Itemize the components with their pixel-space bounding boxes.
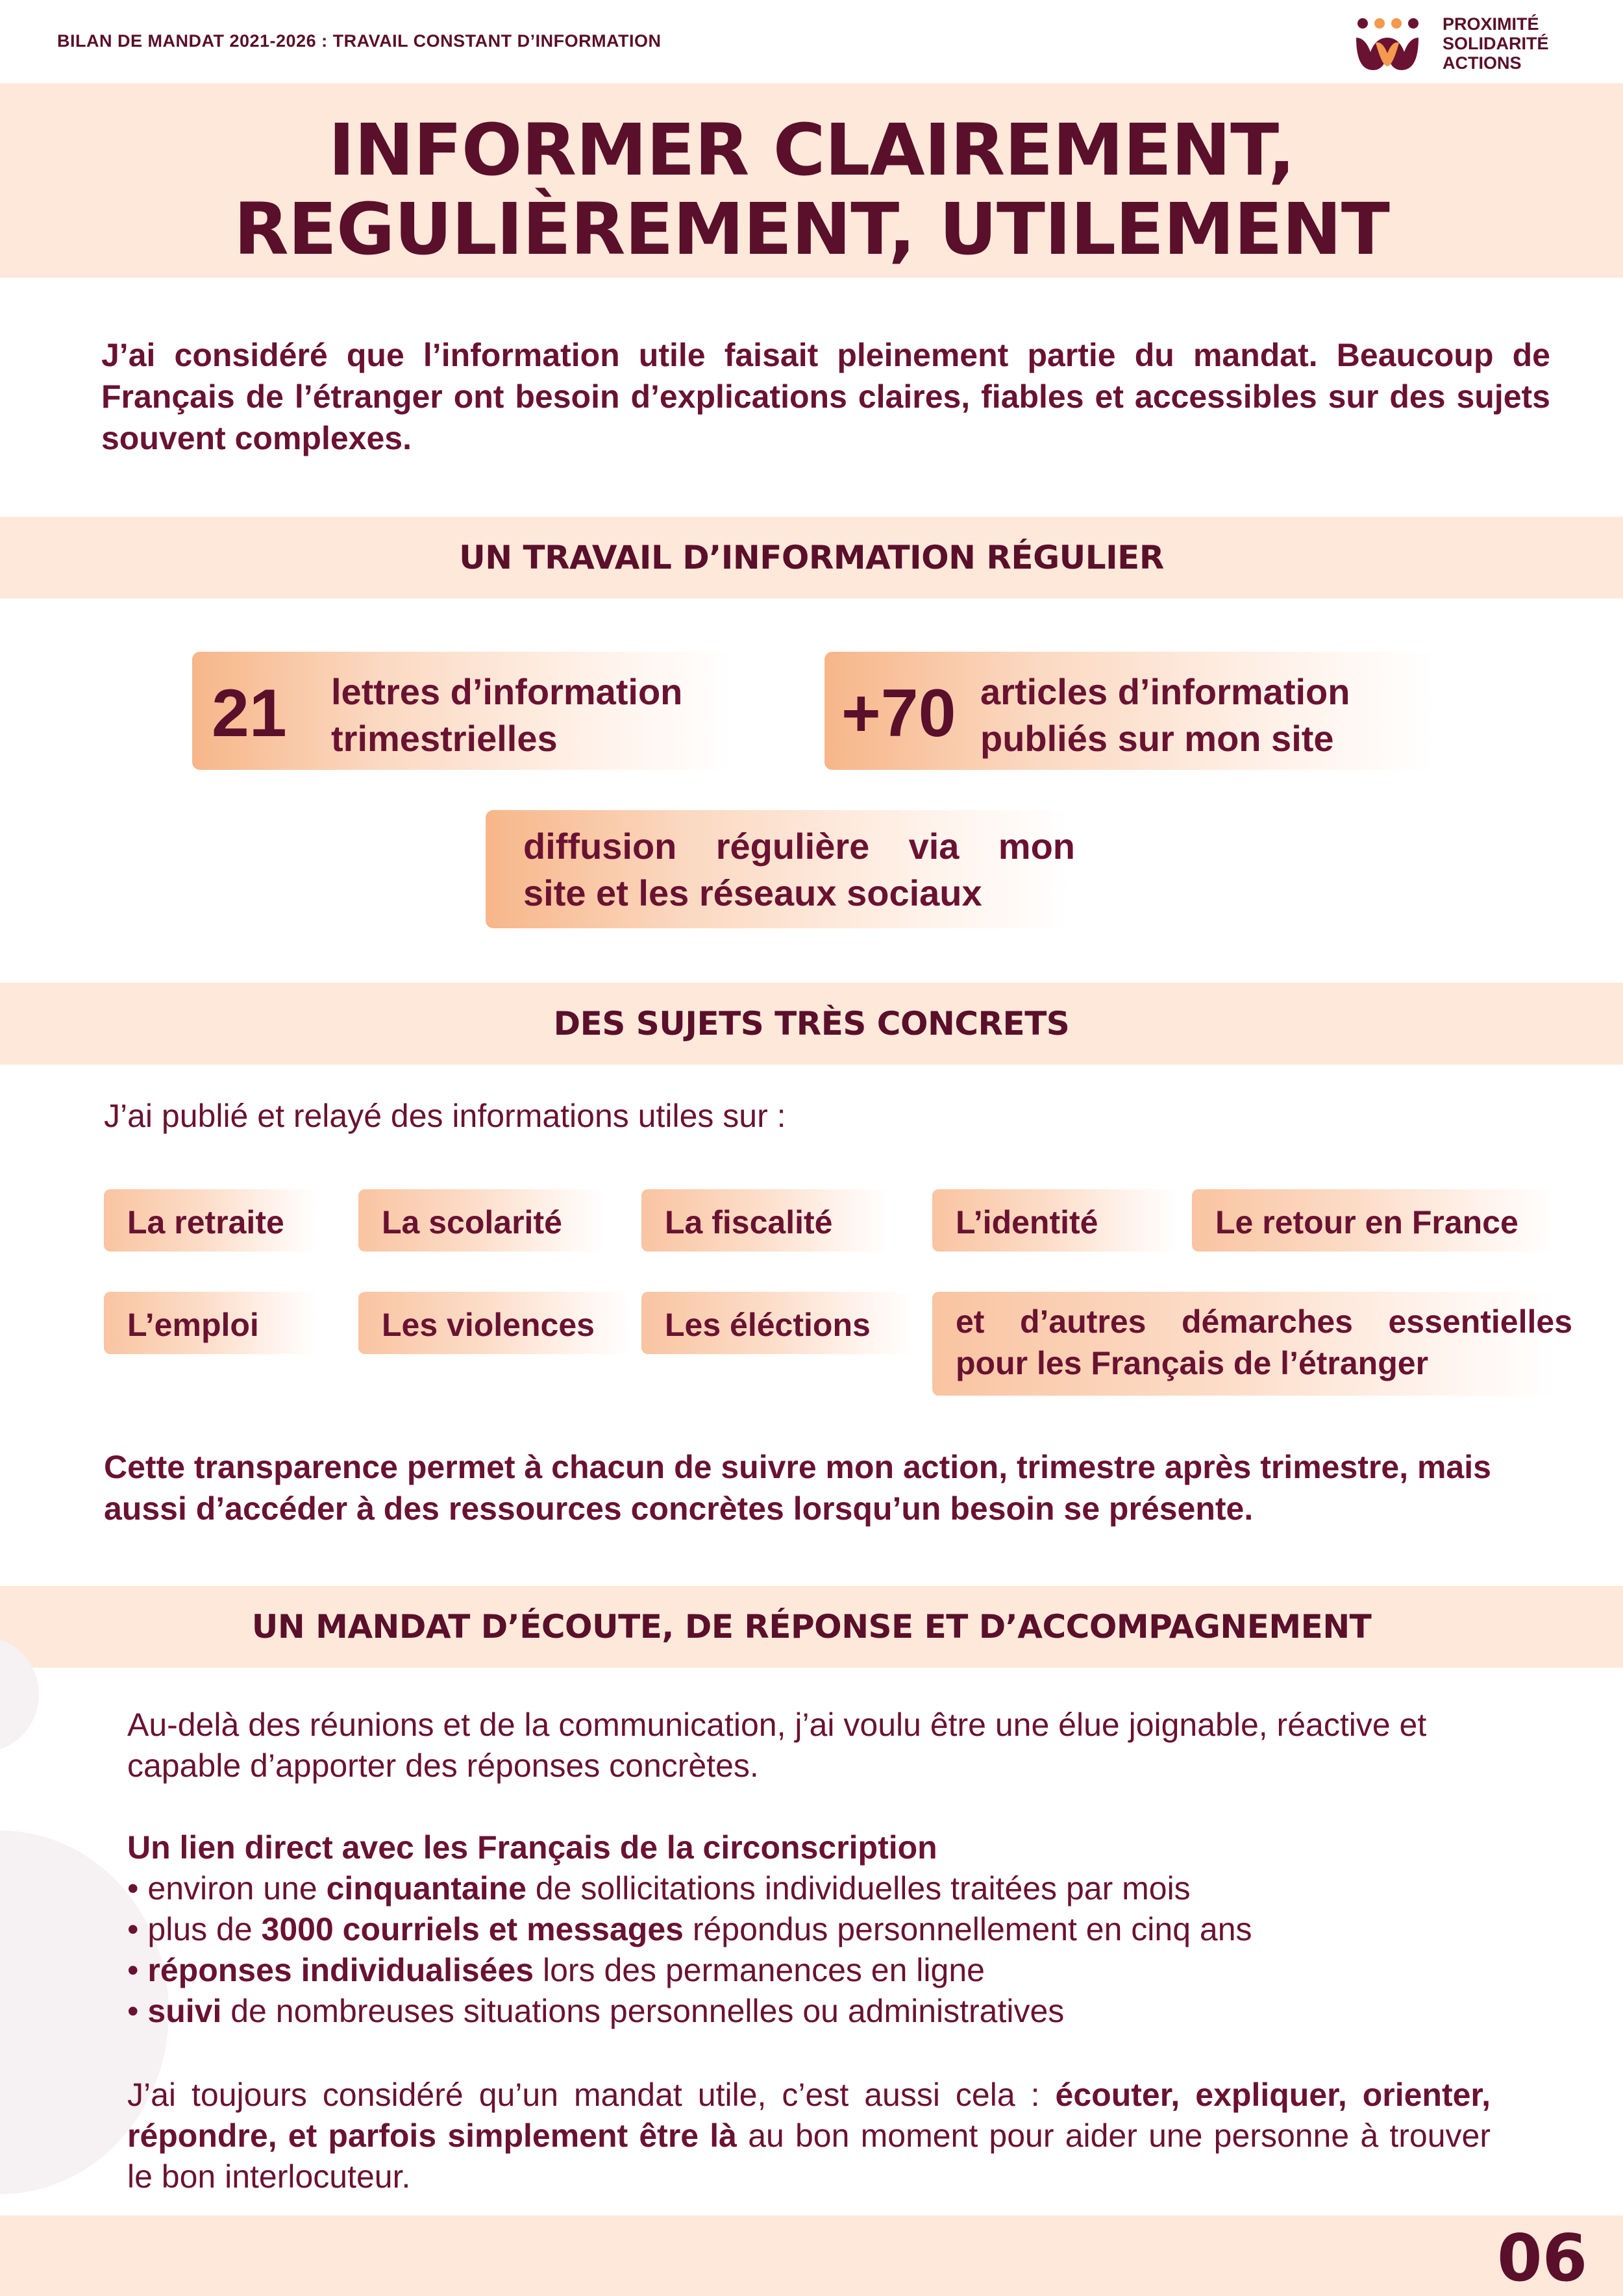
bullet-item: • réponses individualisées lors des permanences en ligne [127, 1952, 985, 1988]
diffusion-line-2: site et les réseaux sociaux [523, 872, 982, 913]
topic-pill-elections [641, 1292, 914, 1354]
closing-paragraph: J’ai toujours considéré qu’un mandat utile, c’est aussi cela : écouter, expliquer, orienter, répondre, et parfois simplement être là au bon moment pour aider une personne à trouver le bon interlocuteur. [127, 2077, 1491, 2195]
topic-pill-scolarite [358, 1189, 605, 1252]
stat-label [331, 669, 682, 762]
stat-label-line-1: lettres d’information [331, 671, 683, 712]
section-title-ecoute: UN MANDAT D’ÉCOUTE, DE RÉPONSE ET D’ACCOMPAGNEMENT [251, 1608, 1372, 1646]
topic-pill-identite [932, 1189, 1179, 1252]
topic-pill-retour-france [1192, 1189, 1555, 1252]
footer-band [0, 2216, 1623, 2296]
logo-line-3: ACTIONS [1443, 53, 1522, 73]
topic-label: L’identité [956, 1204, 1098, 1241]
topic-label: La fiscalité [665, 1204, 833, 1241]
stat-label [980, 669, 1350, 762]
lien-direct-block [127, 1827, 1491, 2032]
topic-label: L’emploi [127, 1307, 259, 1343]
topic-label: et d’autres démarches essentielles pour les Français de l’étranger [956, 1303, 1572, 1381]
logo-line-1: PROXIMITÉ [1443, 14, 1539, 34]
topics-lead: J’ai publié et relayé des informations utiles sur : [104, 1098, 786, 1134]
bullet-item: • plus de 3000 courriels et messages répondus personnellement en cinq ans [127, 1911, 1252, 1947]
section-title-sujets: DES SUJETS TRÈS CONCRETS [553, 1005, 1070, 1043]
topic-pill-fiscalite [641, 1189, 888, 1252]
title-line-2: REGULIÈREMENT, UTILEMENT [234, 188, 1389, 271]
bullet-item: • environ une cinquantaine de sollicitations individuelles traitées par mois [127, 1870, 1191, 1907]
ecoute-intro: Au-delà des réunions et de la communication, j’ai voulu être une élue joignable, réactive et capable d’apporter des réponses concrètes. [127, 1707, 1427, 1784]
bullet-item: • suivi de nombreuses situations personnelles ou administratives [127, 1993, 1065, 2029]
stat-card-articles [824, 652, 1435, 770]
topic-label: La scolarité [382, 1204, 562, 1241]
logo-line-2: SOLIDARITÉ [1443, 34, 1549, 53]
top-header [0, 0, 1623, 84]
page-title [0, 110, 1623, 269]
stat-card-diffusion [486, 810, 1075, 928]
title-line-1: INFORMER CLAIREMENT, [328, 108, 1295, 191]
topic-label: Les éléctions [665, 1307, 871, 1343]
lien-direct-title: Un lien direct avec les Français de la circonscription [127, 1829, 937, 1866]
page-number: 06 [1497, 2220, 1588, 2296]
logo-icon [1354, 14, 1431, 73]
topic-pill-autres-demarches [932, 1292, 1572, 1396]
section-title-information: UN TRAVAIL D’INFORMATION RÉGULIER [459, 539, 1164, 576]
running-title: BILAN DE MANDAT 2021-2026 : TRAVAIL CONSTANT D’INFORMATION [57, 31, 662, 51]
transparence-paragraph: Cette transparence permet à chacun de suivre mon action, trimestre après trimestre, mais aussi d’accéder à des ressources concrètes lorsqu’un besoin se présente. [104, 1449, 1491, 1527]
stat-card-letters [192, 652, 731, 770]
stat-label-line-2: publiés sur mon site [980, 718, 1334, 759]
topic-pill-violences [358, 1292, 631, 1354]
logo-text [1443, 14, 1549, 73]
topic-label: Les violences [382, 1307, 595, 1343]
topic-pill-emploi [104, 1292, 318, 1354]
diffusion-line-1: diffusion régulière via mon [523, 826, 1075, 867]
stat-label-line-1: articles d’information [980, 671, 1350, 712]
topic-label: La retraite [127, 1204, 284, 1241]
stat-label-line-2: trimestrielles [331, 718, 558, 759]
stat-number: +70 [841, 676, 956, 751]
intro-paragraph: J’ai considéré que l’information utile faisait pleinement partie du mandat. Beaucoup de Français de l’étranger ont besoin d’explications claires, fiables et accessibles sur des sujets souvent complexes. [101, 337, 1550, 456]
topic-label: Le retour en France [1215, 1204, 1518, 1241]
stat-number: 21 [212, 676, 287, 751]
topic-pill-retraite [104, 1189, 318, 1252]
